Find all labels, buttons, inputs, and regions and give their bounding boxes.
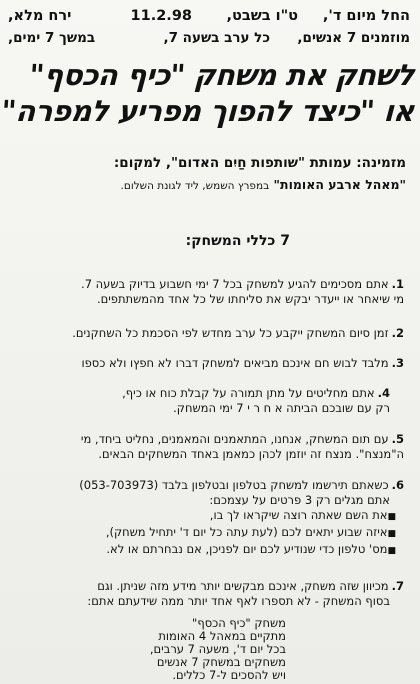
rule-text: אתם מחליטים על מתן תמורה על קבלת כוח או כיף, xyxy=(122,386,375,400)
rule-6-bullet-phone: ■ מס' טלפון כדי שנודיע לכם יום לפניכן, אם נבחרתם או לא. xyxy=(10,542,404,559)
rule-text: עם תום המשחק, אנחנו, המתאמנים והמאמנים, נחליט ביחד, מי xyxy=(80,432,389,446)
rule-number: 5. xyxy=(391,432,404,446)
rule-text: מי שיאחר או ייעדר יבקש את סליחתו של כל אחד מהמשתתפים. xyxy=(96,292,404,306)
rule-number: 1. xyxy=(391,277,404,291)
game-summary-line: משחק "כיף הכסף" xyxy=(192,616,286,630)
header-date: 11.2.98 xyxy=(130,8,192,24)
header-line-1 xyxy=(8,8,410,28)
rule-number: 2. xyxy=(391,326,404,340)
rule-6-bullet-name: ■ את השם שאתה רוצה שיקראו לך בו, xyxy=(10,508,404,525)
rule-text: רק עם שובכם הביתה א ח ר י 7 ימי המשחק. xyxy=(173,401,390,415)
invitation-line-1: מזמינה: עמותת "שותפות חַיִם האדום", למקום: xyxy=(113,155,406,171)
header-duration: במשך 7 ימים, xyxy=(8,30,96,46)
rule-4 xyxy=(10,386,404,416)
venue-name: "מאהל ארבע האומות" xyxy=(273,177,406,192)
header-start-day: החל מיום ד', xyxy=(322,8,410,24)
header-hebrew-date: ט"ו בשבט, xyxy=(226,8,298,24)
rule-number: 6. xyxy=(391,478,404,492)
rule-text: אתם מסכימים להגיע למשחק בכל 7 ימי חשבוע בדיוק בשעה 7. xyxy=(81,277,389,291)
game-summary-line: מתקיים במאהל 4 האומות xyxy=(158,629,286,643)
rule-text: כשאתם תירשמו למשחק בטלפון ובטלפון בלבד (053-703973) xyxy=(79,478,389,492)
header-moon: ירח מלא, xyxy=(8,8,72,24)
invitation-line-2 xyxy=(10,177,406,192)
rule-text: מלבד לבוש חם אינכם מביאים למשחק דברו לא חפץו ולא כספו xyxy=(81,356,389,370)
game-summary xyxy=(150,617,286,682)
title-line-2: או "כיצד להפוך מפריע למפרה" xyxy=(0,94,416,128)
rule-2 xyxy=(10,326,404,341)
game-summary-line: משחקים במשחק 7 אנשים xyxy=(156,655,286,669)
rule-text: מכיוון שזה משחק, אינכם מבקשים יותר מידע מזה שניתן. וגם xyxy=(97,579,389,593)
header-time: כל ערב בשעה 7, xyxy=(163,30,270,46)
header-line-2 xyxy=(8,30,410,50)
rule-number: 4. xyxy=(377,386,390,400)
rule-number: 3. xyxy=(391,356,404,370)
rule-text: ה"מנצח". מנצח זה יוזמן לכהן כמאמן באחד המשחקים הבאים. xyxy=(98,447,404,461)
rule-text: זמן סיום המשחק ייקבע כל ערב מחדש לפי הסכמת כל השחקנים. xyxy=(72,326,389,340)
rule-text: בסוף המשחק - לא תספרו לאף אחד יותר ממה שידעתם אתם: xyxy=(87,594,390,608)
rule-number: 7. xyxy=(391,579,404,593)
rule-3 xyxy=(10,356,404,371)
game-summary-line: ויש להסכים ל-7 כללים. xyxy=(172,668,286,682)
header-invited: מוזמנים 7 אנשים, xyxy=(297,30,410,46)
game-summary-line: בכל יום ד', משעה 7 ערבים, xyxy=(149,642,286,656)
rules-title: 7 כללי המשחק: xyxy=(185,233,290,249)
rule-text: אתם מגלים רק 3 פרטים על עצמכם: xyxy=(209,493,390,507)
rule-6 xyxy=(10,478,404,559)
venue-location: במפרץ השמש, ליד לגונת השלום. xyxy=(120,180,270,192)
title-line-1: לשחק את משחק "כיף הכסף" xyxy=(28,58,416,92)
rule-1 xyxy=(10,277,404,307)
rule-6-bullet-week: ■ איזה שבוע יתאים לכם (לעת עתה כל יום ד' יתחיל משחק), xyxy=(10,525,404,542)
rule-5 xyxy=(10,432,404,462)
rule-7 xyxy=(10,579,404,609)
